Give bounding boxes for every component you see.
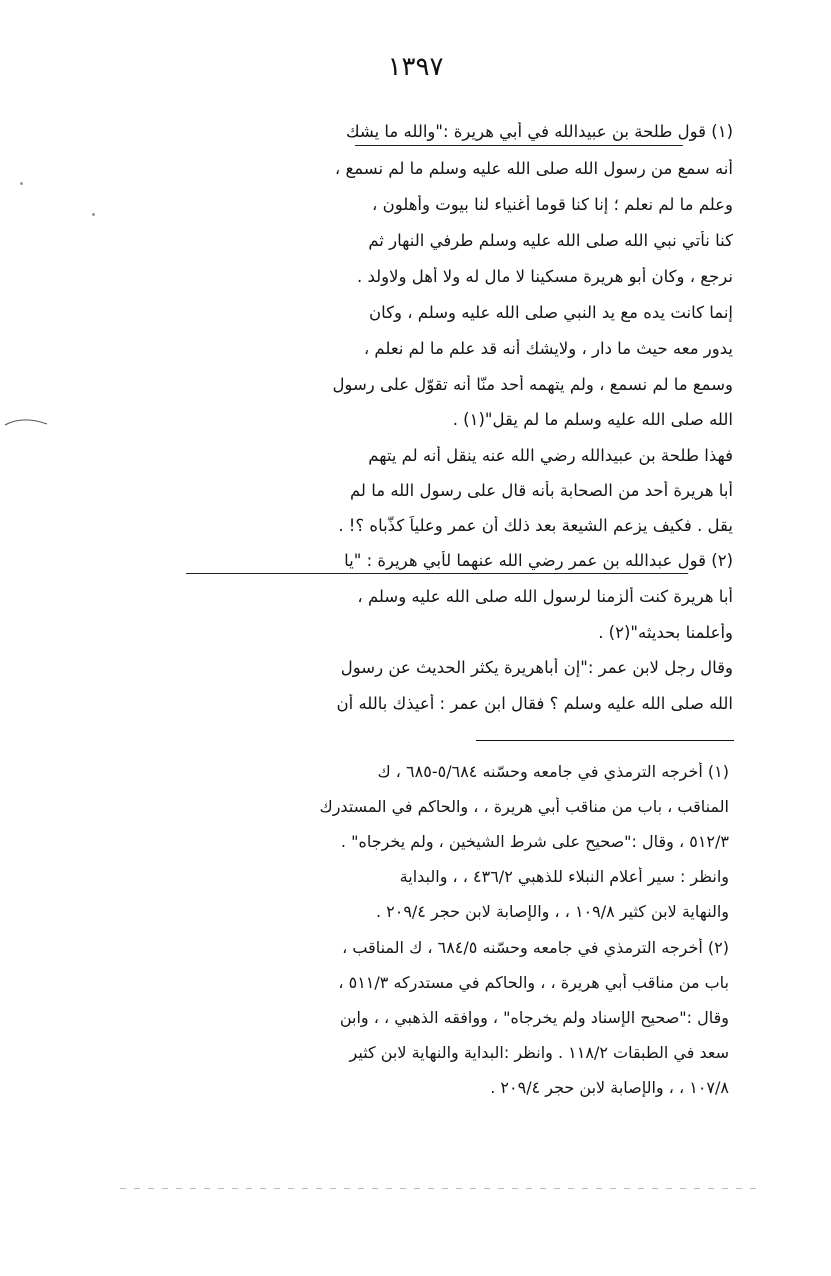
body-line: يقل . فكيف يزعم الشيعة بعد ذلك أن عمر وعلياً كذّباه ؟! . xyxy=(338,516,733,535)
body-line: (١) قول طلحة بن عبيدالله في أبي هريرة :"والله ما يشك xyxy=(345,122,733,141)
page-number: ١٣٩٧ xyxy=(387,52,444,82)
body-line: وأعلمنا بحديثه"(٢) . xyxy=(598,623,733,642)
body-line: يدور معه حيث ما دار ، ولايشك أنه قد علم ما لم نعلم ، xyxy=(363,339,733,358)
scan-edge-artifact xyxy=(120,1188,761,1189)
scan-speck xyxy=(92,213,95,216)
body-line: الله صلى الله عليه وسلم ؟ فقال ابن عمر : أعيذك بالله أن xyxy=(336,694,733,713)
body-line: وعلم ما لم نعلم ؛ إنا كنا قوما أغنياء لنا بيوت وأهلون ، xyxy=(372,195,733,214)
heading-underline xyxy=(355,145,683,146)
body-line: الله صلى الله عليه وسلم ما لم يقل"(١) . xyxy=(452,410,733,429)
body-line: أبا هريرة أحد من الصحابة بأنه قال على رسول الله ما لم xyxy=(349,481,733,500)
body-line: نرجع ، وكان أبو هريرة مسكينا لا مال له ولا أهل ولاولد . xyxy=(357,267,733,286)
footnote-line: ١٠٧/٨ ، ، والإصابة لابن حجر ٢٠٩/٤ . xyxy=(490,1078,729,1097)
footnote-line: (٢) أخرجه الترمذي في جامعه وحسّنه ٦٨٤/٥ ، ك المناقب ، xyxy=(342,938,729,957)
body-line: (٢) قول عبدالله بن عمر رضي الله عنهما لأبي هريرة : "يا xyxy=(344,551,733,570)
body-line: أبا هريرة كنت ألزمنا لرسول الله صلى الله عليه وسلم ، xyxy=(357,587,733,606)
footnote-line: باب من مناقب أبي هريرة ، ، والحاكم في مستدركه ٥١١/٣ ، xyxy=(338,973,729,992)
footnote-line: والنهاية لابن كثير ١٠٩/٨ ، ، والإصابة لابن حجر ٢٠٩/٤ . xyxy=(375,902,729,921)
body-line: إنما كانت يده مع يد النبي صلى الله عليه وسلم ، وكان xyxy=(368,303,733,322)
footnote-line: وانظر : سير أعلام النبلاء للذهبي ٤٣٦/٢ ، ، والبداية xyxy=(399,867,729,886)
body-line: كنا نأتي نبي الله صلى الله عليه وسلم طرفي النهار ثم xyxy=(368,231,733,250)
scan-speck xyxy=(20,182,23,185)
footnote-line: ٥١٢/٣ ، وقال :"صحيح على شرط الشيخين ، ولم يخرجاه" . xyxy=(340,832,729,851)
footnote-line: المناقب ، باب من مناقب أبي هريرة ، ، والحاكم في المستدرك xyxy=(319,797,729,816)
footnote-separator xyxy=(476,740,734,741)
footnote-line: وقال :"صحيح الإسناد ولم يخرجاه" ، ووافقه الذهبي ، ، وابن xyxy=(339,1008,729,1027)
footnote-line: (١) أخرجه الترمذي في جامعه وحسّنه ٥/٦٨٤-٦٨٥ ، ك xyxy=(377,762,729,781)
margin-pen-stroke xyxy=(4,416,48,430)
body-line: وسمع ما لم نسمع ، ولم يتهمه أحد منّا أنه تقوّل على رسول xyxy=(332,375,733,394)
body-line: وقال رجل لابن عمر :"إن أباهريرة يكثر الحديث عن رسول xyxy=(340,658,733,677)
footnote-line: سعد في الطبقات ١١٨/٢ . وانظر :البداية والنهاية لابن كثير xyxy=(349,1043,729,1062)
body-line: أنه سمع من رسول الله صلى الله عليه وسلم ما لم نسمع ، xyxy=(334,159,733,178)
heading-underline xyxy=(186,573,688,574)
body-line: فهذا طلحة بن عبيدالله رضي الله عنه ينقل أنه لم يتهم xyxy=(368,446,733,465)
